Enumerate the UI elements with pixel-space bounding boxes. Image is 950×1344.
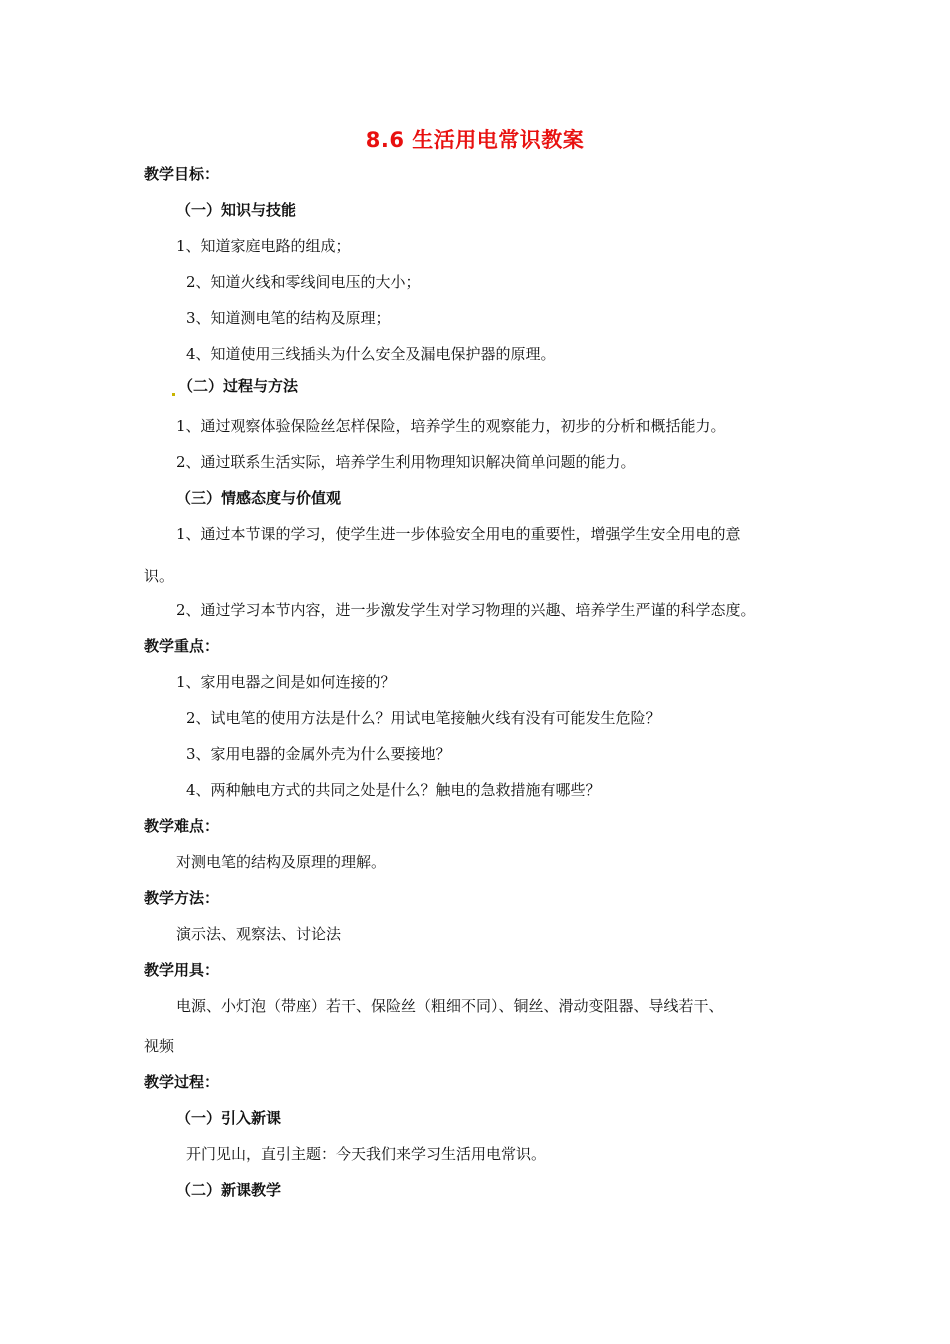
key-point-item: 4、两种触电方式的共同之处是什么？触电的急救措施有哪些？ [186,781,601,799]
knowledge-item: 3、知道测电笔的结构及原理； [186,309,391,327]
emotion-heading: （三）情感态度与价值观 [176,489,342,507]
knowledge-item: 2、知道火线和零线间电压的大小； [186,273,421,291]
intro-text: 开门见山，直引主题：今天我们来学习生活用电常识。 [186,1145,547,1163]
difficulties-text: 对测电笔的结构及原理的理解。 [176,853,387,871]
tools-heading: 教学用具： [144,961,220,979]
document-title: 8.6 生活用电常识教案 [365,128,585,152]
process-heading-row [172,376,298,396]
emotion-item-1-line-1: 1、通过本节课的学习，使学生进一步体验安全用电的重要性，增强学生安全用电的意 [176,525,741,543]
key-points-heading: 教学重点： [144,637,220,655]
tools-text-line-2: 视频 [144,1037,175,1055]
procedure-heading: 教学过程： [144,1073,220,1091]
key-point-item: 1、家用电器之间是如何连接的？ [176,673,396,691]
methods-heading: 教学方法： [144,889,220,907]
objectives-heading: 教学目标： [144,165,220,183]
key-point-item: 2、试电笔的使用方法是什么？用试电笔接触火线有没有可能发生危险？ [186,709,661,727]
process-heading: （二）过程与方法 [178,377,299,395]
knowledge-item: 4、知道使用三线插头为什么安全及漏电保护器的原理。 [186,345,556,363]
emotion-item-2: 2、通过学习本节内容，进一步激发学生对学习物理的兴趣、培养学生严谨的科学态度。 [176,601,756,619]
tools-text-line-1: 电源、小灯泡（带座）若干、保险丝（粗细不同）、铜丝、滑动变阻器、导线若干、 [176,997,724,1015]
knowledge-item: 1、知道家庭电路的组成； [176,237,351,255]
intro-heading: （一）引入新课 [176,1109,282,1127]
new-lesson-heading: （二）新课教学 [176,1181,282,1199]
process-item: 2、通过联系生活实际，培养学生利用物理知识解决简单问题的能力。 [176,453,636,471]
yellow-mark-decoration [172,393,175,396]
key-point-item: 3、家用电器的金属外壳为什么要接地？ [186,745,451,763]
difficulties-heading: 教学难点： [144,817,220,835]
knowledge-heading: （一）知识与技能 [176,201,297,219]
emotion-item-1-line-2: 识。 [144,567,175,585]
methods-text: 演示法、观察法、讨论法 [176,925,342,943]
process-item: 1、通过观察体验保险丝怎样保险，培养学生的观察能力，初步的分析和概括能力。 [176,417,726,435]
